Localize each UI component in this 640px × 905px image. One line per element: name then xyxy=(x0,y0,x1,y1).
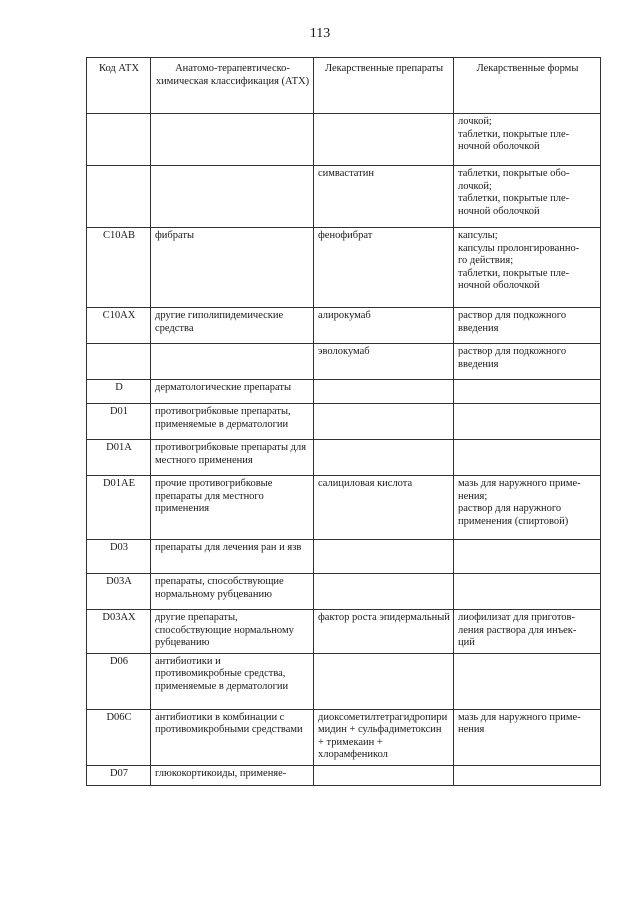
page-number: 113 xyxy=(309,26,331,41)
table-row xyxy=(87,404,601,440)
cell-drug xyxy=(314,653,454,709)
table-row xyxy=(87,540,601,574)
cell-code: D xyxy=(87,380,151,404)
cell-forms xyxy=(454,380,601,404)
cell-code: D06 xyxy=(87,653,151,709)
forms-line: применения (спиртовой) xyxy=(458,515,569,527)
table-row xyxy=(87,380,601,404)
forms-line: ночной оболочкой xyxy=(458,205,540,217)
cell-forms xyxy=(454,404,601,440)
cell-drug: алирокумаб xyxy=(314,308,454,344)
cell-drug xyxy=(314,404,454,440)
forms-line: таблетки, покрытые пле- xyxy=(458,193,570,204)
table-row xyxy=(87,653,601,709)
forms-line: введения xyxy=(458,358,499,370)
cell-forms xyxy=(454,344,601,380)
atx-table xyxy=(86,57,601,786)
cell-forms xyxy=(454,166,601,228)
forms-line: ций xyxy=(458,637,475,648)
cell-forms xyxy=(454,574,601,610)
cell-forms xyxy=(454,709,601,765)
forms-line: введения xyxy=(458,322,499,334)
cell-drug: эволокумаб xyxy=(314,344,454,380)
forms-line: раствор для подкожного xyxy=(458,346,567,357)
forms-line: мазь для наружного приме- xyxy=(458,478,581,489)
cell-code: C10AX xyxy=(87,308,151,344)
cell-forms xyxy=(454,308,601,344)
cell-drug xyxy=(314,765,454,785)
cell-forms xyxy=(454,540,601,574)
cell-classification: препараты, способствующие нормальному рубцеванию xyxy=(151,574,314,610)
cell-forms xyxy=(454,476,601,540)
cell-drug xyxy=(314,574,454,610)
forms-line: таблетки, покрытые пле- xyxy=(458,267,570,279)
header-forms: Лекарственные формы xyxy=(454,58,601,114)
forms-line: нения; xyxy=(458,490,488,502)
cell-forms xyxy=(454,653,601,709)
cell-drug xyxy=(314,380,454,404)
table-row xyxy=(87,344,601,380)
forms-line: капсулы пролонгированно- xyxy=(458,242,580,254)
table-row xyxy=(87,308,601,344)
table-row xyxy=(87,440,601,476)
cell-code: D01AE xyxy=(87,476,151,540)
forms-line: мазь для наружного приме- xyxy=(458,711,581,723)
forms-line: таблетки, покрытые обо- xyxy=(458,168,570,179)
table-row xyxy=(87,114,601,166)
cell-classification: препараты для лечения ран и язв xyxy=(151,540,314,574)
cell-drug xyxy=(314,440,454,476)
forms-line: ления раствора для инъек- xyxy=(458,624,577,636)
cell-code: D07 xyxy=(87,765,151,785)
forms-line: го действия; xyxy=(458,255,514,266)
cell-code xyxy=(87,114,151,166)
cell-classification: другие препараты, способствующие нормальному рубцеванию xyxy=(151,610,314,654)
cell-classification: прочие противогрибковые препараты для местного применения xyxy=(151,476,314,540)
cell-classification: антибиотики и противомикробные средства, применяемые в дерматологии xyxy=(151,653,314,709)
cell-forms xyxy=(454,610,601,654)
table-row xyxy=(87,166,601,228)
table-row xyxy=(87,765,601,785)
cell-code: D03AX xyxy=(87,610,151,654)
forms-line: ночной оболочкой xyxy=(458,280,540,291)
forms-line: капсулы; xyxy=(458,230,498,241)
cell-drug: диоксометилтетрагидропиримидин + сульфадиметоксин + тримекаин + хлорамфеникол xyxy=(314,709,454,765)
table-row xyxy=(87,709,601,765)
header-code: Код АТХ xyxy=(87,58,151,114)
cell-code: D03A xyxy=(87,574,151,610)
cell-classification: дерматологические препараты xyxy=(151,380,314,404)
header-row xyxy=(87,58,601,114)
cell-forms xyxy=(454,114,601,166)
table-row xyxy=(87,476,601,540)
forms-line: лиофилизат для приготов- xyxy=(458,612,575,623)
table-row xyxy=(87,574,601,610)
header-drugs: Лекарственные препараты xyxy=(314,58,454,114)
forms-line: раствор для подкожного xyxy=(458,310,567,321)
cell-forms xyxy=(454,765,601,785)
cell-classification: фибраты xyxy=(151,228,314,308)
cell-classification: антибиотики в комбинации с противомикробными средствами xyxy=(151,709,314,765)
cell-code: D01A xyxy=(87,440,151,476)
cell-classification xyxy=(151,166,314,228)
cell-drug: салициловая кислота xyxy=(314,476,454,540)
forms-line: лочкой; xyxy=(458,180,492,192)
cell-classification: другие гиполипидемические средства xyxy=(151,308,314,344)
cell-code: D03 xyxy=(87,540,151,574)
cell-drug: фактор роста эпидермальный xyxy=(314,610,454,654)
cell-forms xyxy=(454,228,601,308)
cell-code xyxy=(87,166,151,228)
cell-drug: симвастатин xyxy=(314,166,454,228)
cell-drug: фенофибрат xyxy=(314,228,454,308)
cell-classification: противогрибковые препараты для местного применения xyxy=(151,440,314,476)
forms-line: таблетки, покрытые пле- xyxy=(458,128,570,140)
cell-classification xyxy=(151,114,314,166)
header-classification: Анатомо-терапевтическо-химическая классификация (АТХ) xyxy=(151,58,314,114)
cell-classification xyxy=(151,344,314,380)
cell-drug xyxy=(314,114,454,166)
table-row xyxy=(87,610,601,654)
cell-code: C10AB xyxy=(87,228,151,308)
cell-code xyxy=(87,344,151,380)
cell-drug xyxy=(314,540,454,574)
cell-forms xyxy=(454,440,601,476)
cell-classification: противогрибковые препараты, применяемые в дерматологии xyxy=(151,404,314,440)
forms-line: нения xyxy=(458,724,485,735)
cell-code: D06C xyxy=(87,709,151,765)
forms-line: раствор для наружного xyxy=(458,503,562,514)
table-row xyxy=(87,228,601,308)
cell-code: D01 xyxy=(87,404,151,440)
forms-line: ночной оболочкой xyxy=(458,141,540,152)
forms-line: лочкой; xyxy=(458,116,492,127)
cell-classification: глюкокортикоиды, применяе- xyxy=(151,765,314,785)
